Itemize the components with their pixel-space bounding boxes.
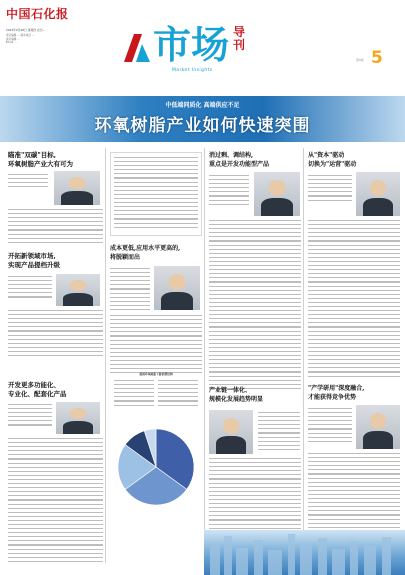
edition-line-2: 美术编辑 … bbox=[6, 38, 20, 41]
article-4-byline bbox=[110, 268, 150, 313]
article-6-body bbox=[308, 220, 400, 380]
date-line: 2023年9月28日 星期四 农历… bbox=[6, 28, 46, 32]
article-4-body bbox=[110, 315, 202, 376]
article-6-title-line-2: 切换为"运营"驱动 bbox=[308, 160, 357, 168]
section-side-text: 导刊 bbox=[233, 25, 246, 52]
article-7-body bbox=[308, 453, 400, 539]
article-2-title-line-1: 开拓新领域市场, bbox=[8, 252, 56, 260]
article-4-title bbox=[110, 245, 202, 262]
chart-table-right bbox=[158, 380, 198, 409]
pie-chart bbox=[110, 412, 202, 522]
article-2-title-line-2: 实现产品提档升级 bbox=[8, 260, 60, 269]
column-rule-2 bbox=[204, 148, 205, 543]
article-8-title-line-1: 产业链一体化、 bbox=[209, 387, 252, 394]
article-1-byline bbox=[8, 174, 48, 190]
article-5-title-line-2: 重点是开发功能型产品 bbox=[209, 160, 270, 168]
page-number: 5 bbox=[371, 48, 383, 68]
skyline-illustration bbox=[204, 530, 405, 575]
article-8-title bbox=[209, 387, 301, 404]
article-5-byline bbox=[209, 175, 249, 208]
article-3-photo bbox=[56, 402, 100, 434]
article-7-byline bbox=[308, 408, 352, 445]
newspaper-name: 中国石化报 bbox=[6, 7, 69, 21]
banner-kicker: 中低端同质化 高端供应不足 bbox=[165, 102, 240, 109]
chart-caption: 我国环氧树脂下游消费结构 bbox=[139, 372, 173, 376]
section-subtitle: Market Insights bbox=[172, 68, 213, 73]
article-7-title-line-1: "产学研用"深度融合, bbox=[308, 385, 365, 392]
article-4-photo bbox=[154, 266, 200, 310]
article-4-title-line-1: 成本更低,应用水平更高的, bbox=[110, 245, 181, 252]
article-5-photo bbox=[254, 172, 300, 216]
article-1-title-line-1: 瞄准"双碳"目标, bbox=[8, 151, 57, 159]
article-5-title-line-1: 消过剩、调结构, bbox=[209, 152, 254, 159]
page-label: 第5版 bbox=[356, 58, 364, 62]
article-3-title-line-1: 开发更多功能化、 bbox=[8, 381, 60, 389]
bottom-banner bbox=[204, 530, 405, 575]
editor-note-text bbox=[114, 157, 198, 231]
article-5-title bbox=[209, 152, 301, 169]
banner bbox=[0, 96, 405, 142]
banner-headline: 环氧树脂产业如何快速突围 bbox=[94, 116, 311, 136]
article-7-title bbox=[308, 385, 400, 402]
article-6-title bbox=[308, 152, 400, 169]
masthead bbox=[6, 5, 106, 47]
article-8-photo bbox=[209, 410, 253, 454]
edition-line-3: Email … bbox=[6, 41, 17, 44]
chart-box bbox=[110, 372, 202, 542]
article-1-title bbox=[8, 151, 103, 168]
article-6-byline bbox=[308, 175, 352, 204]
article-1-photo bbox=[54, 171, 100, 205]
section-logo-icon bbox=[120, 30, 154, 64]
article-3-title-line-2: 专业化、配套化产品 bbox=[8, 389, 67, 398]
article-7-photo bbox=[356, 405, 400, 449]
editor-note-box bbox=[110, 152, 202, 236]
article-3-byline bbox=[8, 404, 52, 429]
section-title: 市场 bbox=[153, 23, 230, 67]
article-2-title bbox=[8, 252, 103, 269]
article-8-title-line-2: 规模化发展趋势明显 bbox=[209, 395, 264, 403]
article-8-body bbox=[209, 458, 301, 540]
column-rule-3 bbox=[303, 148, 304, 543]
article-3-title bbox=[8, 381, 103, 398]
article-1-title-line-2: 环氧树脂产业大有可为 bbox=[8, 159, 73, 168]
article-1-body bbox=[8, 209, 103, 246]
chart-table-left bbox=[114, 380, 154, 409]
article-7-title-line-2: 才能获得竞争优势 bbox=[308, 393, 357, 401]
article-2-photo bbox=[56, 274, 100, 306]
article-5-body bbox=[209, 220, 301, 392]
article-2-body bbox=[8, 310, 103, 359]
article-2-byline bbox=[8, 276, 52, 301]
column-rule-1 bbox=[105, 148, 106, 563]
article-3-body bbox=[8, 438, 103, 565]
article-6-title-line-1: 从"资本"驱动 bbox=[308, 152, 345, 159]
article-8-byline bbox=[258, 412, 300, 453]
article-6-photo bbox=[356, 172, 400, 216]
article-4-title-line-2: 将脱颖而出 bbox=[110, 253, 141, 261]
section-title-side bbox=[233, 26, 247, 52]
edition-line-1: 责任编辑 … 联系电话 … bbox=[6, 34, 35, 37]
